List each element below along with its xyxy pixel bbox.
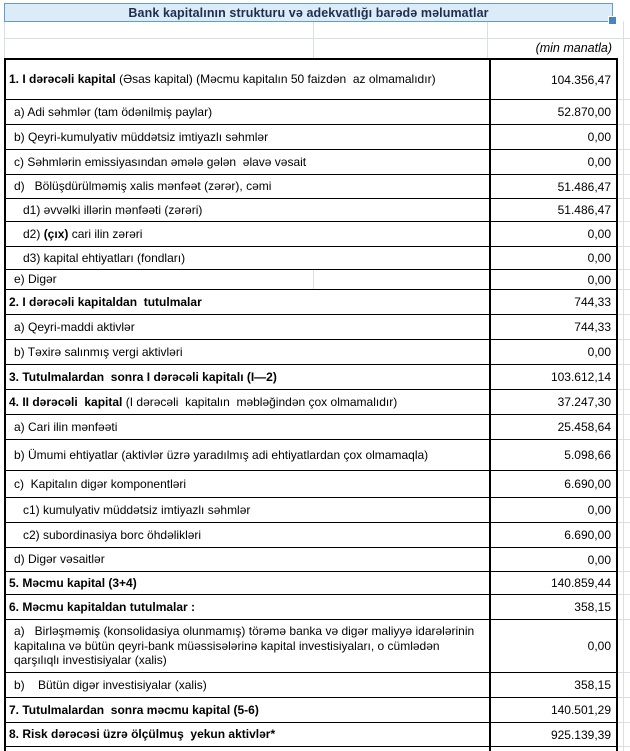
gridline-stub (618, 99, 630, 100)
gridline-stub (618, 594, 630, 595)
row-value[interactable]: 5.098,66 (489, 440, 616, 470)
row-label[interactable] (6, 199, 489, 221)
row-value[interactable]: 51.486,47 (489, 199, 616, 221)
report-title: Bank kapitalının strukturu və adekvatlığı barədə məlumatlar (128, 5, 489, 20)
row-label[interactable] (6, 498, 489, 522)
row-label[interactable] (6, 270, 489, 289)
table-row (6, 60, 616, 100)
gridline-stub (618, 314, 630, 315)
gridline-stub (618, 364, 630, 365)
selection-fill-handle[interactable] (609, 17, 616, 24)
row-label[interactable] (6, 440, 489, 470)
gridline-stub (618, 246, 630, 247)
row-label[interactable] (6, 548, 489, 571)
row-value[interactable]: 140.501,29 (489, 698, 616, 722)
row-label-segment: 7. Tutulmalardan sonra məcmu kapital (5-6) (9, 702, 259, 717)
table-row (6, 698, 616, 723)
row-label-segment: c2) subordinasiya borc öhdəlikləri (23, 527, 202, 542)
gridline-stub (618, 124, 630, 125)
row-label-segment: c) Səhmlərin emissiyasından əmələ gələn əlavə vəsait (14, 154, 307, 169)
row-label-segment: d) Bölüşdürülməmiş xalis mənfəət (zərər), cəmi (14, 179, 272, 194)
row-value[interactable]: 0,00 (489, 270, 616, 289)
row-label[interactable] (6, 365, 489, 389)
row-value[interactable]: 52.870,00 (489, 100, 616, 124)
row-label-segment: 3. Tutulmalardan sonra I dərəcəli kapitalı (I—2) (9, 369, 277, 384)
table-row (6, 100, 616, 125)
gridline-vertical (313, 270, 314, 289)
row-value[interactable]: 358,15 (489, 595, 616, 619)
row-value[interactable]: 925.139,39 (489, 723, 616, 746)
capital-table (4, 58, 618, 751)
row-label-segment: 1. I dərəcəli kapital (9, 72, 116, 87)
table-row (6, 315, 616, 340)
row-label-segment: b) Qeyri-kumulyativ müddətsiz imtiyazlı səhmlər (14, 129, 269, 144)
row-label[interactable] (6, 175, 489, 198)
row-value[interactable]: 0,00 (489, 620, 616, 672)
table-row (6, 125, 616, 150)
row-label-segment: (I dərəcəli kapitalın məbləğindən çox olmamalıdır) (122, 394, 398, 409)
row-label[interactable] (6, 150, 489, 174)
gridline-stub (618, 697, 630, 698)
gridline-vertical (623, 21, 624, 751)
gridline-stub (618, 389, 630, 390)
table-row (6, 498, 616, 523)
row-label-segment: 4. II dərəcəli kapital (9, 394, 123, 409)
table-row (6, 595, 616, 620)
units-note: (min manatla) (535, 41, 612, 55)
gridline-stub (618, 470, 630, 471)
row-label[interactable] (6, 100, 489, 124)
row-value[interactable]: 358,15 (489, 673, 616, 697)
row-label-segment: (Əsas kapital) (Məcmu kapitalın 50 faizdən az olmamalıdır) (115, 72, 436, 87)
gridline-stub (618, 414, 630, 415)
table-row (6, 222, 616, 247)
row-label-segment: a) Qeyri-maddi aktivlər (14, 319, 135, 334)
row-label-segment: c1) kumulyativ müddətsiz imtiyazlı səhmlər (23, 502, 251, 517)
gridline-stub (618, 174, 630, 175)
table-row-cutoff (6, 747, 616, 751)
row-label[interactable] (6, 340, 489, 364)
gridline-stub (618, 339, 630, 340)
row-value[interactable]: 744,33 (489, 315, 616, 339)
row-label[interactable] (6, 723, 489, 746)
table-row (6, 270, 616, 290)
row-label[interactable] (6, 125, 489, 149)
row-label-segment: b) Təxirə salınmış vergi aktivləri (14, 344, 183, 359)
row-label[interactable] (6, 247, 489, 269)
table-row (6, 548, 616, 572)
gridline-stub (618, 497, 630, 498)
row-label[interactable] (6, 523, 489, 547)
gridline-vertical (4, 21, 5, 58)
row-label-segment: a) Birləşməmiş (konsolidasiya olunmamış) törəmə banka və digər maliyyə idarələrinin kapitalına və bütün qeyri-bank müəssisələrinə kapital investisiyaları, o cümlədən qarşılıqlı investisiyalar (xalis) (14, 624, 478, 668)
table-row (6, 572, 616, 595)
row-label-segment: a) Cari ilin mənfəəti (14, 419, 118, 434)
table-row (6, 247, 616, 270)
row-label-segment: a) Adi səhmlər (tam ödənilmiş paylar) (14, 104, 213, 119)
row-label-segment: 2. I dərəcəli kapitaldan tutulmalar (9, 294, 202, 309)
gridline-stub (618, 198, 630, 199)
table-row (6, 290, 616, 315)
row-label-segment: d) Digər vəsaitlər (14, 552, 105, 567)
gridline-vertical (487, 21, 488, 58)
row-value[interactable]: 51.486,47 (489, 175, 616, 198)
row-label[interactable] (6, 415, 489, 439)
row-value[interactable]: 104.356,47 (489, 60, 616, 99)
gridline-stub (618, 221, 630, 222)
row-label[interactable] (6, 673, 489, 697)
row-label-segment: 6. Məcmu kapitaldan tutulmalar : (9, 599, 196, 614)
table-row (6, 390, 616, 415)
row-label-segment: d2) (23, 226, 44, 241)
table-row (6, 199, 616, 222)
row-label[interactable] (6, 290, 489, 314)
table-row (6, 620, 616, 673)
row-value (489, 747, 616, 751)
gridline-stub (618, 619, 630, 620)
row-label[interactable] (6, 222, 489, 246)
row-value[interactable]: 6.690,00 (489, 471, 616, 497)
row-value[interactable]: 103.612,14 (489, 365, 616, 389)
row-value[interactable]: 6.690,00 (489, 523, 616, 547)
gridline-stub (618, 672, 630, 673)
row-value[interactable]: 140.859,44 (489, 572, 616, 594)
report-title-cell[interactable] (4, 3, 613, 22)
gridline-stub (618, 722, 630, 723)
table-row (6, 673, 616, 698)
gridline-horizontal (4, 38, 630, 39)
gridline-stub (618, 149, 630, 150)
row-label-segment: 8. Risk dərəcəsi üzrə ölçülmuş yekun aktivlər* (9, 727, 276, 742)
row-label-segment: cari ilin zərəri (68, 226, 143, 241)
table-row (6, 523, 616, 548)
row-value[interactable]: 0,00 (489, 247, 616, 269)
row-label[interactable] (6, 390, 489, 414)
table-row (6, 175, 616, 199)
gridline-stub (618, 522, 630, 523)
row-label[interactable] (6, 572, 489, 594)
row-label[interactable] (6, 60, 489, 99)
table-row (6, 471, 616, 498)
row-label-segment: (çıx) (43, 226, 69, 241)
row-label-segment: d1) əvvəlki illərin mənfəəti (zərəri) (23, 202, 203, 217)
row-label[interactable] (6, 471, 489, 497)
gridline-stub (618, 547, 630, 548)
row-value[interactable]: 0,00 (489, 125, 616, 149)
table-row (6, 440, 616, 471)
row-label-segment: b) Ümumi ehtiyatlar (aktivlər üzrə yaradılmış adi ehtiyatlardan çox olmamaqla) (14, 447, 429, 462)
table-row (6, 150, 616, 175)
table-row (6, 340, 616, 365)
table-row (6, 365, 616, 390)
gridline-stub (618, 439, 630, 440)
row-label (6, 747, 489, 751)
gridline-stub (618, 289, 630, 290)
gridline-vertical (313, 21, 314, 58)
row-value[interactable]: 0,00 (489, 498, 616, 522)
row-label[interactable] (6, 595, 489, 619)
table-row (6, 415, 616, 440)
row-value[interactable]: 37.247,30 (489, 390, 616, 414)
row-label-segment: d3) kapital ehtiyatları (fondları) (23, 250, 186, 265)
row-value[interactable]: 0,00 (489, 222, 616, 246)
row-label-segment: c) Kapitalın digər komponentləri (14, 476, 187, 491)
row-value[interactable]: 0,00 (489, 548, 616, 571)
row-label-segment: 5. Məcmu kapital (3+4) (9, 575, 137, 590)
gridline-stub (618, 571, 630, 572)
gridline-stub (618, 269, 630, 270)
row-value[interactable]: 744,33 (489, 290, 616, 314)
table-row (6, 723, 616, 747)
row-label[interactable] (6, 315, 489, 339)
row-label[interactable] (6, 620, 489, 672)
row-label[interactable] (6, 698, 489, 722)
row-value[interactable]: 0,00 (489, 340, 616, 364)
row-value[interactable]: 25.458,64 (489, 415, 616, 439)
row-value[interactable]: 0,00 (489, 150, 616, 174)
row-label-segment: b) Bütün digər investisiyalar (xalis) (14, 677, 207, 692)
row-label-segment: e) Digər (14, 272, 57, 287)
gridline-stub (618, 746, 630, 747)
